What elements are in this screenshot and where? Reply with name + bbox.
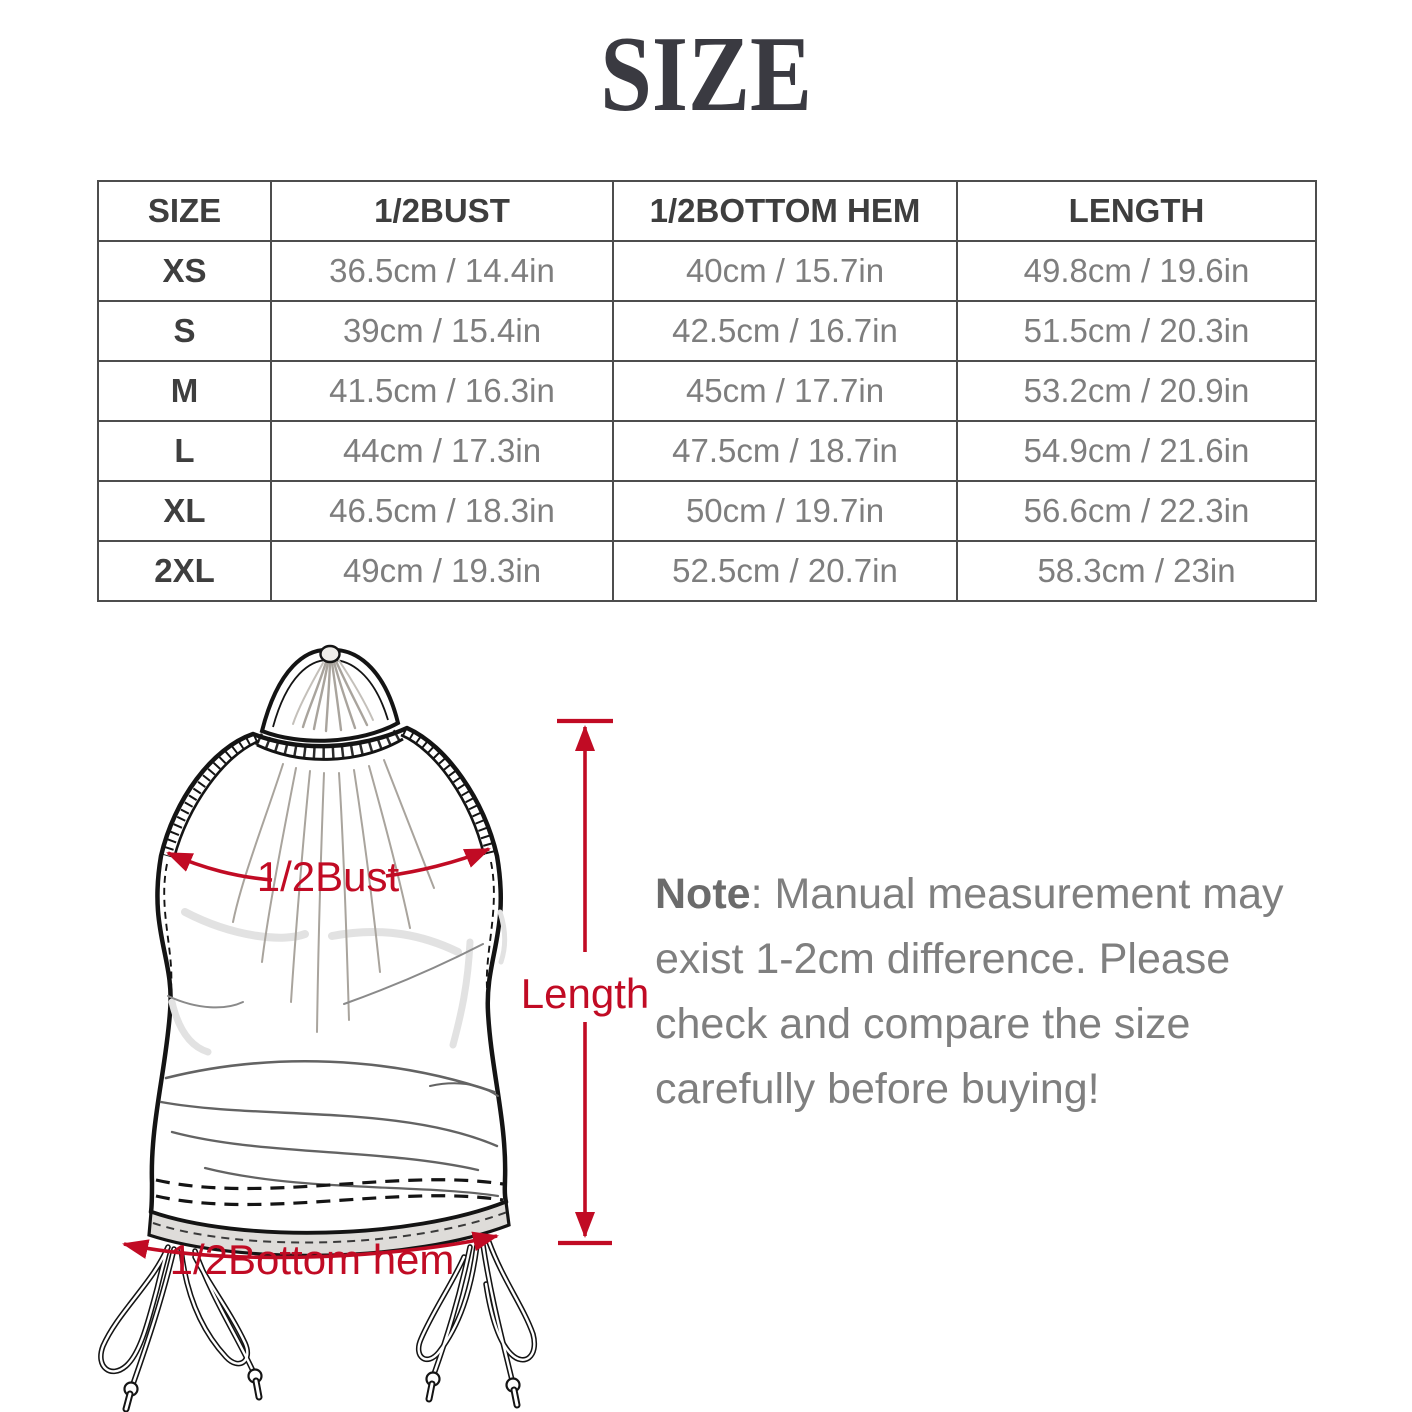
cell-half-bust: 41.5cm / 16.3in xyxy=(271,361,613,421)
cell-half-bust: 39cm / 15.4in xyxy=(271,301,613,361)
cell-half-bust: 36.5cm / 14.4in xyxy=(271,241,613,301)
cell-half-bottom-hem: 45cm / 17.7in xyxy=(613,361,957,421)
halter-neck xyxy=(262,646,398,741)
cell-length: 56.6cm / 22.3in xyxy=(957,481,1316,541)
cell-size: XL xyxy=(98,481,271,541)
table-header-row xyxy=(98,181,1316,241)
cell-length: 49.8cm / 19.6in xyxy=(957,241,1316,301)
length-label: Length xyxy=(520,970,650,1017)
cell-length: 51.5cm / 20.3in xyxy=(957,301,1316,361)
table-row xyxy=(98,301,1316,361)
note-line: check and compare the size xyxy=(655,1000,1191,1048)
cell-half-bottom-hem: 52.5cm / 20.7in xyxy=(613,541,957,601)
note-line: carefully before buying! xyxy=(655,1065,1100,1113)
garment-outline xyxy=(101,646,534,1409)
table-row xyxy=(98,541,1316,601)
garment-diagram xyxy=(80,630,660,1412)
cell-half-bottom-hem: 50cm / 19.7in xyxy=(613,481,957,541)
drawstring-knot xyxy=(321,646,340,662)
cell-length: 58.3cm / 23in xyxy=(957,541,1316,601)
col-header-length: LENGTH xyxy=(957,181,1316,241)
bottom-hem-label: 1/2Bottom hem xyxy=(169,1236,455,1283)
table-row xyxy=(98,481,1316,541)
cell-half-bottom-hem: 47.5cm / 18.7in xyxy=(613,421,957,481)
col-header-half-bottom-hem: 1/2BOTTOM HEM xyxy=(613,181,957,241)
page-title: SIZE xyxy=(600,15,812,134)
cord-tips xyxy=(125,1370,520,1410)
cell-size: 2XL xyxy=(98,541,271,601)
note-text xyxy=(655,862,1375,1122)
note-line: Note: Manual measurement may xyxy=(655,870,1284,918)
note-line: exist 1-2cm difference. Please xyxy=(655,935,1231,983)
bust-label: 1/2Bust xyxy=(256,853,400,900)
note-bold-label: Note xyxy=(655,870,751,918)
cell-size: XS xyxy=(98,241,271,301)
table-row xyxy=(98,361,1316,421)
cell-size: L xyxy=(98,421,271,481)
cell-half-bottom-hem: 40cm / 15.7in xyxy=(613,241,957,301)
cell-half-bust: 46.5cm / 18.3in xyxy=(271,481,613,541)
size-table xyxy=(97,180,1317,602)
cell-size: S xyxy=(98,301,271,361)
cell-length: 53.2cm / 20.9in xyxy=(957,361,1316,421)
col-header-half-bust: 1/2BUST xyxy=(271,181,613,241)
cell-length: 54.9cm / 21.6in xyxy=(957,421,1316,481)
cell-half-bottom-hem: 42.5cm / 16.7in xyxy=(613,301,957,361)
col-header-size: SIZE xyxy=(98,181,271,241)
table-row xyxy=(98,241,1316,301)
cell-size: M xyxy=(98,361,271,421)
table-row xyxy=(98,421,1316,481)
cell-half-bust: 44cm / 17.3in xyxy=(271,421,613,481)
cell-half-bust: 49cm / 19.3in xyxy=(271,541,613,601)
